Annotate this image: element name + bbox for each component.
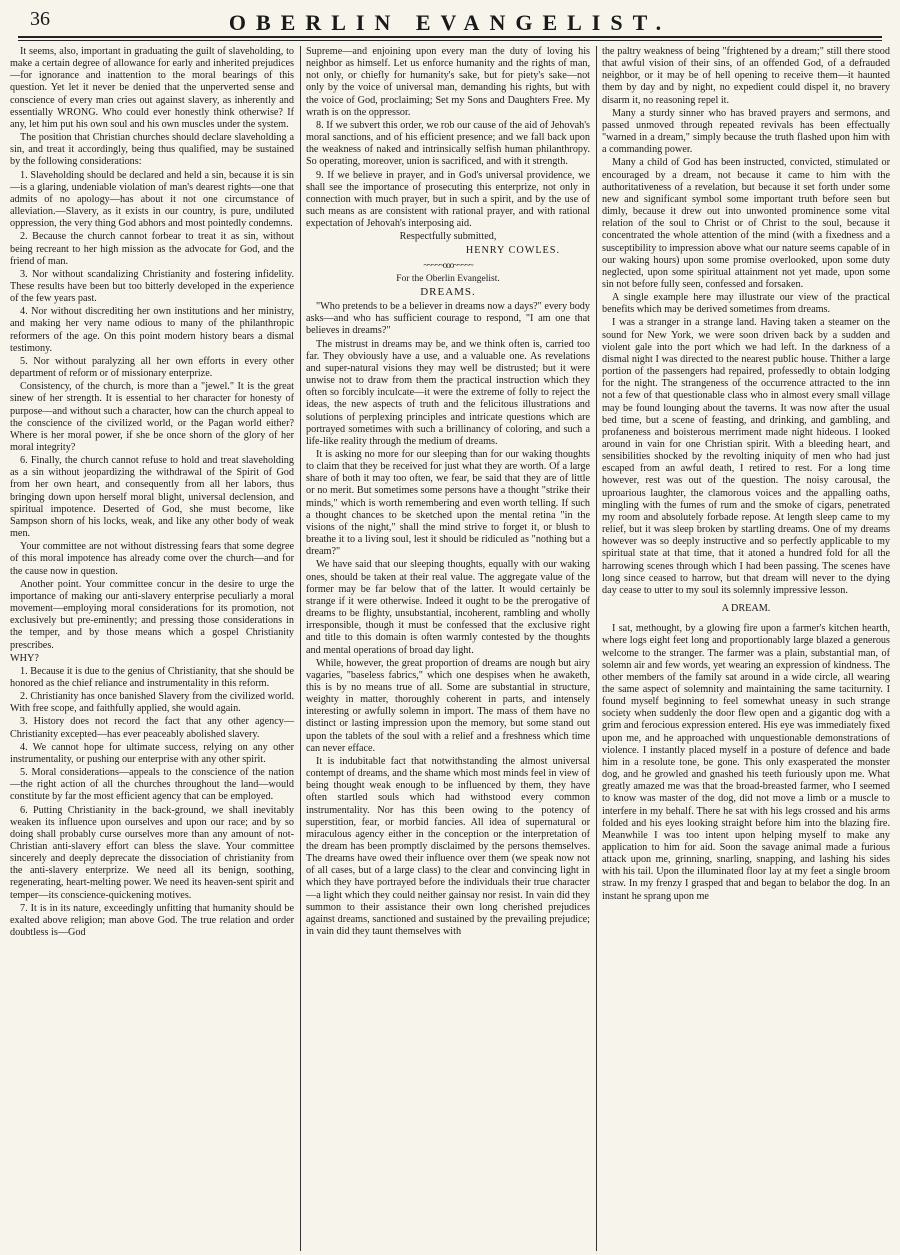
paragraph: 1. Because it is due to the genius of Christianity, that she should be honored as the chief reliance and instrumentality in this reform. <box>10 665 294 689</box>
paragraph: While, however, the great proportion of dreams are nough but airy vagaries, "baseless fabrics," which one despises when he awaketh, this is by no means true of all. Some are substantial in structure, weighty in matter, thoroughly coherent in parts, and intensely interesting or awfully solemn in import. The mass of them have no distinct or lasting impression upon the memory, but some stand out upon the tablets of the soul with a relief and a freshness which time can never efface. <box>306 657 590 754</box>
article-heading: DREAMS. <box>420 285 476 298</box>
paragraph: Many a child of God has been instructed, convicted, stimulated or encouraged by a dream, not because it came to him with the authoritativeness of a revelation, but because it set forth under some new and significant symbol some important truth before seen but dimly, because it drew out into unwonted prominence some vital relation of the soul to Christ or of Christ to the soul, because it concentrated the whole attention of the mind (with a fixedness and a susceptibility to impression above what our nature seems capable of in our waking hours) upon some promise overlooked, upon some duty neglected, upon some spiritual attainment not yet made, upon some sin not before fully seen, confessed and forsaken. <box>602 157 890 290</box>
header-rule <box>18 36 882 38</box>
paragraph: The mistrust in dreams may be, and we think often is, carried too far. They obviously have a use, and a valuable one. As revelations and super-natural visions they may well be distrusted; but it were unwise not to draw from them the practical instruction which they often so forcibly inculcate—it were the extreme of folly to reject the ideas, the new aspects of truth and the felicitous illustrations and solutions of perplexing principles and intricate questions which are portrayed sometimes with such a brillinancy of coloring, and such a life-like reality through the medium of dreams. <box>306 338 590 447</box>
paragraph: 3. Nor without scandalizing Christianity and fostering infidelity. These results have been but too bitterly developed in the experience of the few years past. <box>10 268 294 305</box>
paragraph: Another point. Your committee concur in the desire to urge the importance of making our anti-slavery enterprise peculiarly a moral movement—employing moral considerations for its promotion, not exclusively but pre-eminently; and pressing those considerations in the temper, and by those means which a gospel Christianity prescribes. <box>10 578 294 651</box>
paragraph: It seems, also, important in graduating the guilt of slaveholding, to make a certain degree of allowance for early and inherited prejudices—for ignorance and inattention to the moral bearings of this question. Yet let it never be denied that the unperverted sense and conscience of every man cries out against slavery, as inherently and essentially WRONG. Who could ever honestly think otherwise? If any, let him put his own soul and his own muscles under the system. <box>10 46 294 130</box>
paragraph: The position that Christian churches should declare slaveholding a sin, and treat it accordingly, being thus qualified, may be sustained by the following considerations: <box>10 132 294 168</box>
paragraph: 8. If we subvert this order, we rob our cause of the aid of Jehovah's moral sanctions, and of his efficient presence; and we fall back upon the weakness of naked and intrinsically selfish human philanthropy. So operating, moreover, union is sacrificed, and with it strength. <box>306 119 590 168</box>
column-divider <box>300 46 301 1251</box>
masthead <box>18 4 882 34</box>
paragraph: 6. Finally, the church cannot refuse to hold and treat slaveholding as a sin without jeopardizing the withdrawal of the Spirit of God from her own heart, and consequently from all her labors, thus bringing down upon herself moral blight, universal declension, and spiritual impotence. Deserted of God, she must become, like Sampson shorn of his locks, weak, and like any other body of weak men. <box>10 455 294 540</box>
page-number: 36 <box>30 8 50 30</box>
column-3 <box>602 46 890 1246</box>
paragraph: 1. Slaveholding should be declared and held a sin, because it is sin—is a glaring, undeniable violation of man's dearest rights—one that admits of no apology—has about it not one circumstance of alleviation.—Slavery, as it exists in our country, is pure, undiluted oppression, the very thing God abhors and most pointedly condemns. <box>10 169 294 230</box>
paragraph: 9. If we believe in prayer, and in God's universal providence, we shall see the importance of prosecuting this enterprize, not only in connection with much prayer, but in such a spirit, and by the use of such means as are consistent with rational prayer, and with rational expectation of Jehovah's interposing aid. <box>306 169 590 230</box>
paragraph: 5. Nor without paralyzing all her own efforts in every other department of reform or of missionary enterprize. <box>10 355 294 380</box>
paragraph: 7. It is in its nature, exceedingly unfitting that humanity should be exalted above religion; man above God. The true relation and order doubtless is—God <box>10 902 294 939</box>
paragraph: 2. Because the church cannot forbear to treat it as sin, without being recreant to her high mission as the advocate for God, and the friend of man. <box>10 231 294 267</box>
signature-closing: Respectfully submitted, <box>399 231 497 243</box>
header-rule-thin <box>18 40 882 41</box>
paragraph: the paltry weakness of being "frightened by a dream;" still there stood that awful vision of their sins, of an offended God, of a defrauded neighbor, or it may be of hell opening to receive them—it haunted them by day and by night, no expedient could dispel it, no bravery disarm it, no reasoning repel it. <box>602 46 890 106</box>
paragraph: 2. Christianity has once banished Slavery from the civilized world. With free scope, and faithfully applied, she would again. <box>10 691 294 715</box>
paragraph: 4. Nor without discrediting her own institutions and her ministry, and making her very name odious to many of the philanthropic reformers of the age. On this point modern history bears a dismal testimony. <box>10 306 294 354</box>
paragraph: It is indubitable fact that notwithstanding the almost universal contempt of dreams, and the shame which most minds feel in view of being thought weak enough to be influenced by them, they have often startled souls which had withstood every common instrumentality. Nor has this been owing to the potency of superstition, fear, or morbid fancies. All idea of supernatural or miraculous agency either in the conception or the interpretation of the dream has been promptly disclaimed by the persons themselves. The dreams have owed their influence over them (we speak now not of all cases, but of a large class) to the clear and convincing light in which they have portrayed before the individuals their true character—a light which they could neither gainsay nor resist. In vain did they summon to their assistance their own long cherished prejudices against dreams, sanctioned and sustained by the prevailing prejudice; in vain did they taunt themselves with <box>306 755 590 938</box>
paragraph: It is asking no more for our sleeping than for our waking thoughts to claim that they be received for just what they are worth. Of a large share of both it may too often, we fear, be said that they are of little or no merit. But sometimes some persons have a thought "strike their minds," which is worth remembering and even worth telling. If such a thought chances to be sketched upon the mental retina "in the visions of the night," shall the mind strive to forget it, or blush to breathe it to a living soul, lest it should be ridiculed as "nothing but a dream?" <box>306 449 590 558</box>
paragraph: We have said that our sleeping thoughts, equally with our waking ones, should be taken at their real value. The aggregate value of the former may be far below that of the latter. It would certainly be strange if it were otherwise. Indeed it ought to be the prerogative of dreams to be flighty, unsubstantial, incoherent, rambling and wholly irresponsible, though it must be confessed that the exclusive right and title to this domain is often warmly contested by the thoughts and mental operations of broad day light. <box>306 559 590 656</box>
column-2 <box>306 46 590 1246</box>
paragraph: Supreme—and enjoining upon every man the duty of loving his neighbor as himself. Let us enforce humanity and the rights of man, not only, or chiefly for humanity's sake, but for piety's sake—not only by the voice of universal man, demanding his rights, but with the voice of God, proclaiming; Set my Sons and Daughters Free. My wrath is on the oppressor. <box>306 46 590 118</box>
paragraph: Your committee are not without distressing fears that some degree of this moral impotence has already come over the church—and for the cause now in question. <box>10 541 294 577</box>
section-divider: ~~~~~ooo~~~~~ <box>423 259 473 270</box>
dream-heading: A DREAM. <box>721 603 771 615</box>
newspaper-title: OBERLIN EVANGELIST. <box>228 10 672 35</box>
paragraph: A single example here may illustrate our view of the practical benefits which may be derived sometimes from dreams. <box>602 292 890 316</box>
column-1 <box>10 46 294 1246</box>
subheading-why: WHY? <box>10 652 39 664</box>
paragraph: 6. Putting Christianity in the back-ground, we shall inevitably weaken its influence upon ourselves and upon our race; and by so doing shall probably curse ourselves more than any amount of not-Christian anti-slavery effort can bless the slave. Your committee sincerely and deeply deprecate the dissociation of christianity from the anti-slavery enterprize. We need all its benign, soothing, regenerating, heart-melting power. We need its heaven-sent spirit and temper—its conscience-quickening motives. <box>10 804 294 901</box>
paragraph: 5. Moral considerations—appeals to the conscience of the nation—the right action of all the churches throughout the land—would constitute by far the most efficient agency that can be employed. <box>10 767 294 803</box>
column-divider <box>596 46 597 1251</box>
signature-name: HENRY COWLES. <box>465 244 560 256</box>
article-byline: For the Oberlin Evangelist. <box>396 273 500 284</box>
paragraph: 3. History does not record the fact that any other agency—Christianity excepted—has ever peaceably abolished slavery. <box>10 716 294 740</box>
paragraph: 4. We cannot hope for ultimate success, relying on any other instrumentality, or pushing our enterprise with any other spirit. <box>10 741 294 765</box>
paragraph: Consistency, of the church, is more than a "jewel." It is the great sinew of her strength. It is essential to her character for honesty of purpose—and without such a character, how can the church appeal to the conscience of the civilized world, or the Pagan world either? Where is her moral power, if she be once shorn of the glory of her moral integrity? <box>10 381 294 453</box>
paragraph: "Who pretends to be a believer in dreams now a days?" every body asks—and who has sufficient courage to respond, "I am one that believes in dreams?" <box>306 301 590 337</box>
paragraph: Many a sturdy sinner who has braved prayers and sermons, and passed unmoved through repeated revivals has been effectually "warned in a dream," simply because the truth flashed upon him with a commanding power. <box>602 107 890 156</box>
paragraph: I was a stranger in a strange land. Having taken a steamer on the sound for New York, we were soon driven back by a sudden and violent gale into the port which we had left. In the darkness of a dismal night I was directed to the nearest public house. Thither a large portion of the passengers had repaired, professedly to obtain lodging for the night. The strangeness of the occurrence attracted to the inn not a few of that questionable class who in almost every small village may be found lounging about the taverns. It was now after the usual bed time, but a scene of feasting, and drinking, and gambling, and profaneness and boisterous merriment made night hideous. I looked around in vain for one Christian spirit. With a bleeding heart, and sensibilities shocked by the revolting iniquity of men who had just escaped from an awful death, I retired to rest. For a long time however, rest was out of the question. The noisy carousal, the uproarious laughter, the clamorous voices and the appalling oaths, mingling with the fumes of rum and the smoke of cigars, penetrated my room and absolutely forbade repose. At length sleep came to my relief, but it was sleep broken by startling dreams. One of my dreams however was so deeply instructive and so perfectly applicable to my spiritual state at that time, that it atoned a hundred fold for all the harrowing scenes through which I had been passing. The scenes have long since ceased to harrow, but that dream will never to the dying day cease to utter to my soul its solemnly impressive lesson. <box>602 317 890 596</box>
paragraph: I sat, methought, by a glowing fire upon a farmer's kitchen hearth, where logs eight feet long and proportionably large blazed a generous welcome to the stranger. The farmer was a plain, substantial man, of solemn air and few words, yet wearing an expression of kindness. The other members of the family sat around in a wide circle, all wearing the same aspect of solemnity and maintaining the same taciturnity. I found myself beginning to feel somewhat uneasy in such strange society when suddenly the door flew open and a gigantic dog with a grim and ferocious expression entered. His eye was immediately fixed upon me, and he approached with unquestionable demonstrations of violence. I instantly placed myself in a posture of defence and bade him in a resolute tone, be gone. This only exasperated the monster dog, and he growled and gnashed his teeth furiously upon me. What greatly amazed me was that the broad-breasted farmer, who I seemed to know was master of the dog, did not move a limb or a muscle to interfere in my behalf. There he sat with his legs crossed and his arms folded and his eyes looking straight before him into the blazing fire. Meanwhile I was too intent upon helping myself to make any application to him for aid. Soon the savage animal made a furious attack upon me, grinning, snarling, snapping, and lashing his sides with his tail. Upon the illuminated floor lay at my feet a single broom straw. In my frenzy I grasped that and began to belabor the dog. In an instant he sprang upon me <box>602 623 890 902</box>
